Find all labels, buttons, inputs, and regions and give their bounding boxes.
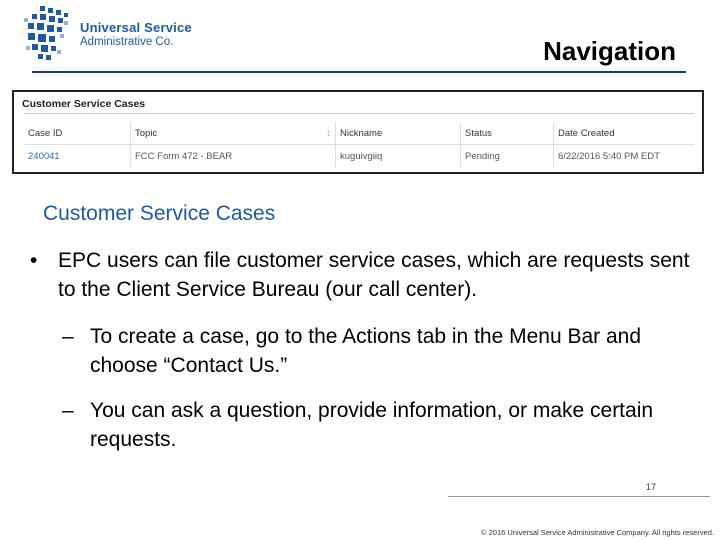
copyright-notice: © 2016 Universal Service Administrative Company. All rights reserved. (481, 528, 714, 537)
sub-bullet-text: You can ask a question, provide information, or make certain requests. (90, 399, 654, 451)
bullet-text: EPC users can file customer service cases, which are requests sent to the Client Service Bureau (our call center). (58, 249, 690, 301)
sub-bullet-marker: – (62, 325, 74, 348)
customer-service-cases-screenshot (12, 90, 704, 174)
table-row (24, 145, 694, 167)
column-header-case-id[interactable]: Case ID (24, 122, 131, 144)
screenshot-panel-title: Customer Service Cases (22, 98, 146, 110)
column-header-topic[interactable] (131, 122, 336, 144)
table-header-row (24, 122, 694, 145)
logo-line-1: Universal Service (80, 20, 192, 35)
column-header-nickname[interactable]: Nickname (336, 122, 461, 144)
column-header-status[interactable]: Status (461, 122, 554, 144)
screenshot-divider (24, 113, 694, 114)
column-header-topic-label: Topic (135, 127, 158, 139)
usac-logo-mark-icon (24, 6, 76, 62)
logo-line-2: Administrative Co. (80, 36, 174, 48)
page-number: 17 (646, 482, 657, 492)
cell-nickname: kuguivgiiq (336, 145, 461, 167)
title-divider (32, 71, 686, 73)
sub-bullet-marker: – (62, 399, 74, 422)
sort-icon[interactable]: ↕ (326, 127, 331, 139)
footer-divider (448, 496, 710, 497)
cell-status: Pending (461, 145, 554, 167)
cases-table (24, 122, 694, 167)
usac-logo (24, 6, 204, 62)
column-header-date-created[interactable]: Date Created (558, 127, 615, 139)
sub-bullet-text: To create a case, go to the Actions tab in the Menu Bar and choose “Contact Us.” (90, 325, 642, 377)
bullet-marker: • (30, 249, 38, 272)
cell-date-created: 6/22/2016 5:40 PM EDT (558, 150, 660, 162)
case-id-link[interactable]: 240041 (24, 145, 131, 167)
section-subtitle: Customer Service Cases (43, 202, 276, 225)
slide-title: Navigation (543, 36, 676, 66)
cell-topic: FCC Form 472 - BEAR (131, 145, 336, 167)
